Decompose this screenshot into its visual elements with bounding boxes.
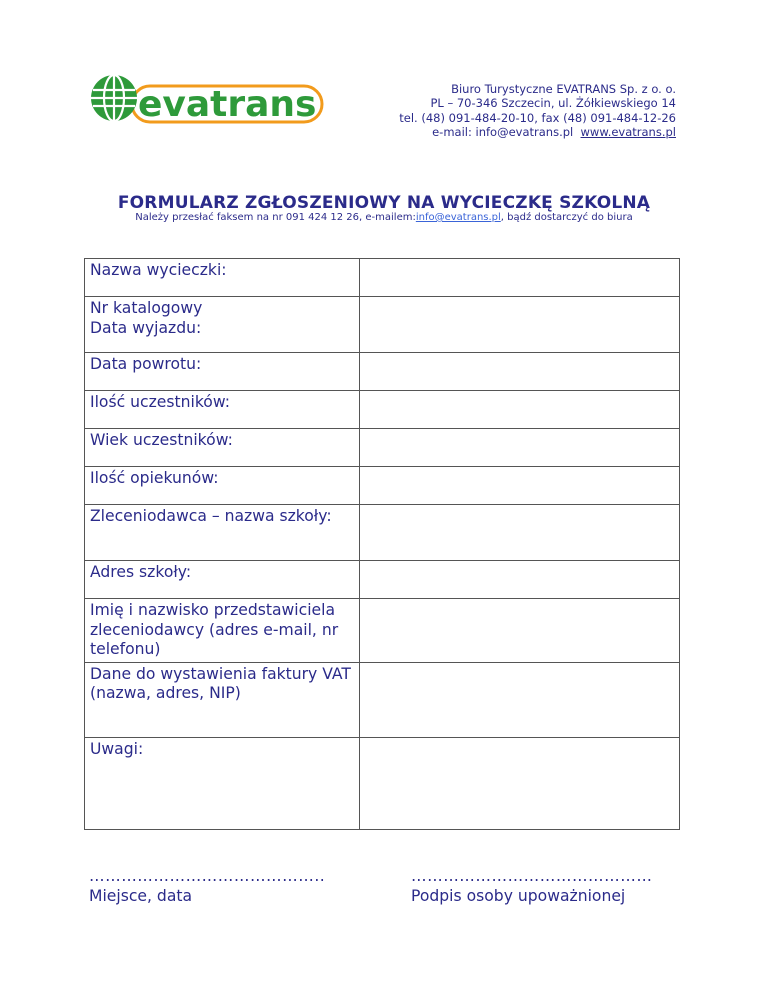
form-field-label: Ilość uczestników: <box>85 391 360 429</box>
form-field-input[interactable] <box>360 467 680 505</box>
form-row <box>85 429 680 467</box>
signature-label: Podpis osoby upoważnionej <box>411 887 626 905</box>
company-website-link[interactable]: www.evatrans.pl <box>580 124 676 139</box>
form-field-label: Adres szkoły: <box>85 561 360 599</box>
logo-wordmark: evatrans <box>138 84 317 125</box>
form-field-label: Data powrotu: <box>85 353 360 391</box>
form-row <box>85 599 680 663</box>
form-field-input[interactable] <box>360 429 680 467</box>
signature-line: ……………………………………… <box>411 867 653 885</box>
company-info <box>356 82 676 139</box>
form-field-label: Uwagi: <box>85 737 360 829</box>
company-email: e-mail: info@evatrans.pl <box>432 124 574 139</box>
form-field-label: Nazwa wycieczki: <box>85 259 360 297</box>
form-field-label: Zleceniodawca – nazwa szkoły: <box>85 505 360 561</box>
form-field-label: Nr katalogowy Data wyjazdu: <box>85 297 360 353</box>
form-row <box>85 259 680 297</box>
place-date-line: …………………………………….. <box>89 867 326 885</box>
form-row <box>85 662 680 737</box>
form-row <box>85 353 680 391</box>
signature-place-date <box>89 866 325 906</box>
form-field-input[interactable] <box>360 561 680 599</box>
form-field-input[interactable] <box>360 259 680 297</box>
logo-graphic <box>88 66 328 128</box>
company-contact <box>356 125 676 139</box>
form-field-label: Ilość opiekunów: <box>85 467 360 505</box>
form-field-input[interactable] <box>360 353 680 391</box>
form-row <box>85 391 680 429</box>
signature-authorized <box>411 866 652 906</box>
form-field-input[interactable] <box>360 737 680 829</box>
form-field-label: Wiek uczestników: <box>85 429 360 467</box>
form-row <box>85 467 680 505</box>
form-field-input[interactable] <box>360 662 680 737</box>
form-field-label: Dane do wystawienia faktury VAT (nazwa, adres, NIP) <box>85 662 360 737</box>
form-row <box>85 561 680 599</box>
form-row <box>85 297 680 353</box>
instructions-email-link[interactable]: info@evatrans.pl <box>415 212 501 223</box>
form-field-input[interactable] <box>360 599 680 663</box>
form-row <box>85 737 680 829</box>
registration-form-table <box>84 258 680 830</box>
instructions-text: Należy przesłać faksem na nr 091 424 12 26, e-mailem: <box>135 212 416 223</box>
instructions-text-end: , bądź dostarczyć do biura <box>500 212 633 223</box>
place-date-label: Miejsce, data <box>89 887 193 905</box>
form-row <box>85 505 680 561</box>
form-instructions <box>0 212 768 223</box>
company-name: Biuro Turystyczne EVATRANS Sp. z o. o. <box>451 82 676 96</box>
form-field-input[interactable] <box>360 297 680 353</box>
form-field-input[interactable] <box>360 505 680 561</box>
form-title: FORMULARZ ZGŁOSZENIOWY NA WYCIECZKĘ SZKOLNĄ <box>117 193 651 213</box>
company-phone: tel. (48) 091-484-20-10, fax (48) 091-484-12-26 <box>399 110 676 125</box>
form-field-input[interactable] <box>360 391 680 429</box>
form-field-label: Imię i nazwisko przedstawiciela zleceniodawcy (adres e-mail, nr telefonu) <box>85 599 360 663</box>
evatrans-logo <box>88 66 328 128</box>
company-address: PL – 70-346 Szczecin, ul. Żółkiewskiego 14 <box>430 96 676 111</box>
